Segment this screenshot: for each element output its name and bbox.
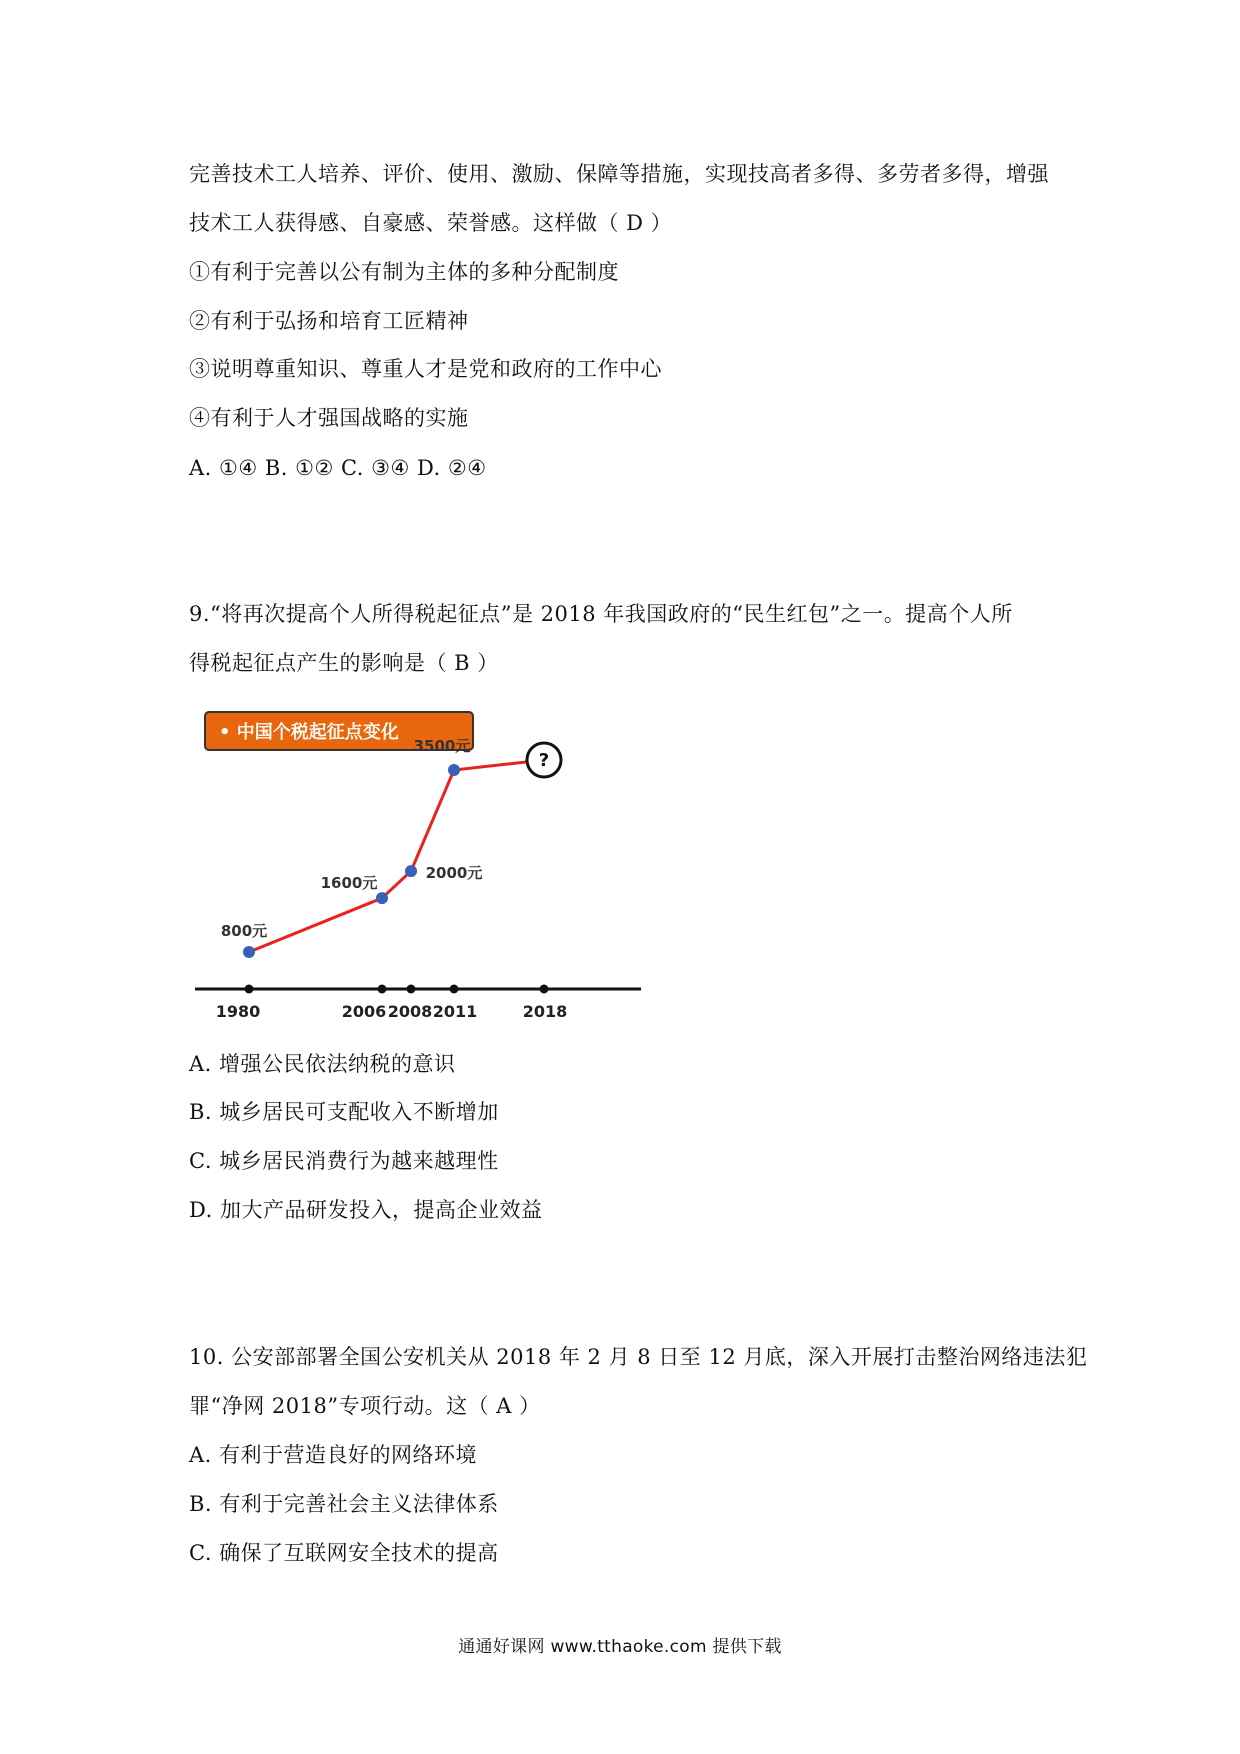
q9-option-d: D. 加大产品研发投入，提高企业效益 (189, 1198, 543, 1222)
data-point-2008 (405, 865, 417, 877)
tax-threshold-chart (193, 702, 653, 1032)
axis-tick-2008 (407, 985, 416, 994)
data-point-2006 (376, 892, 388, 904)
q9-stem-line-1: 9.“将再次提高个人所得税起征点”是 2018 年我国政府的“民生红包”之一。提高个人所 (189, 602, 1013, 626)
q9-stem-line-2: 得税起征点产生的影响是（ B ） (189, 651, 499, 675)
q10-option-c: C. 确保了互联网安全技术的提高 (189, 1541, 499, 1565)
q10-stem-line-1: 10. 公安部部署全国公安机关从 2018 年 2 月 8 日至 12 月底，深入开展打击整治网络违法犯 (189, 1345, 1088, 1369)
axis-tick-2018 (540, 985, 549, 994)
data-label-2008: 2000元 (425, 864, 483, 883)
footer-source: 通通好课网 www.tthaoke.com 提供下载 (458, 1637, 782, 1657)
unknown-value-label: ? (538, 750, 550, 771)
data-label-1980: 800元 (220, 922, 268, 940)
q8-choices: A. ①④ B. ①② C. ③④ D. ②④ (189, 456, 487, 480)
q10-option-a: A. 有利于营造良好的网络环境 (189, 1443, 478, 1467)
data-label-2006: 1600元 (320, 874, 378, 893)
axis-tick-1980 (245, 985, 254, 994)
data-point-1980 (243, 946, 255, 958)
q10-stem-line-2: 罪“净网 2018”专项行动。这（ A ） (189, 1394, 541, 1418)
x-tick-label-1980: 1980 (215, 1002, 261, 1021)
q8-stem-line-2: 技术工人获得感、自豪感、荣誉感。这样做（ D ） (189, 211, 673, 235)
q8-statement-4: ④有利于人才强国战略的实施 (189, 406, 469, 430)
q8-stem-line-1: 完善技术工人培养、评价、使用、激励、保障等措施，实现技高者多得、多劳者多得，增强 (189, 162, 1049, 186)
data-label-2011: 3500元 (413, 737, 471, 755)
q9-option-a: A. 增强公民依法纳税的意识 (189, 1052, 456, 1076)
q8-statement-3: ③说明尊重知识、尊重人才是党和政府的工作中心 (189, 357, 662, 381)
axis-tick-2006 (378, 985, 387, 994)
q10-option-b: B. 有利于完善社会主义法律体系 (189, 1492, 499, 1516)
q8-statement-2: ②有利于弘扬和培育工匠精神 (189, 309, 469, 333)
axis-tick-2011 (450, 985, 459, 994)
x-tick-label-2018: 2018 (522, 1002, 568, 1021)
chart-title: • 中国个税起征点变化 (219, 722, 399, 743)
x-tick-label-2008: 2008 (387, 1002, 433, 1021)
data-point-2011 (448, 764, 460, 776)
x-tick-label-2011: 2011 (432, 1002, 478, 1021)
x-tick-label-2006: 2006 (341, 1002, 387, 1021)
q9-option-b: B. 城乡居民可支配收入不断增加 (189, 1100, 499, 1124)
q8-statement-1: ①有利于完善以公有制为主体的多种分配制度 (189, 260, 619, 284)
q9-option-c: C. 城乡居民消费行为越来越理性 (189, 1149, 499, 1173)
